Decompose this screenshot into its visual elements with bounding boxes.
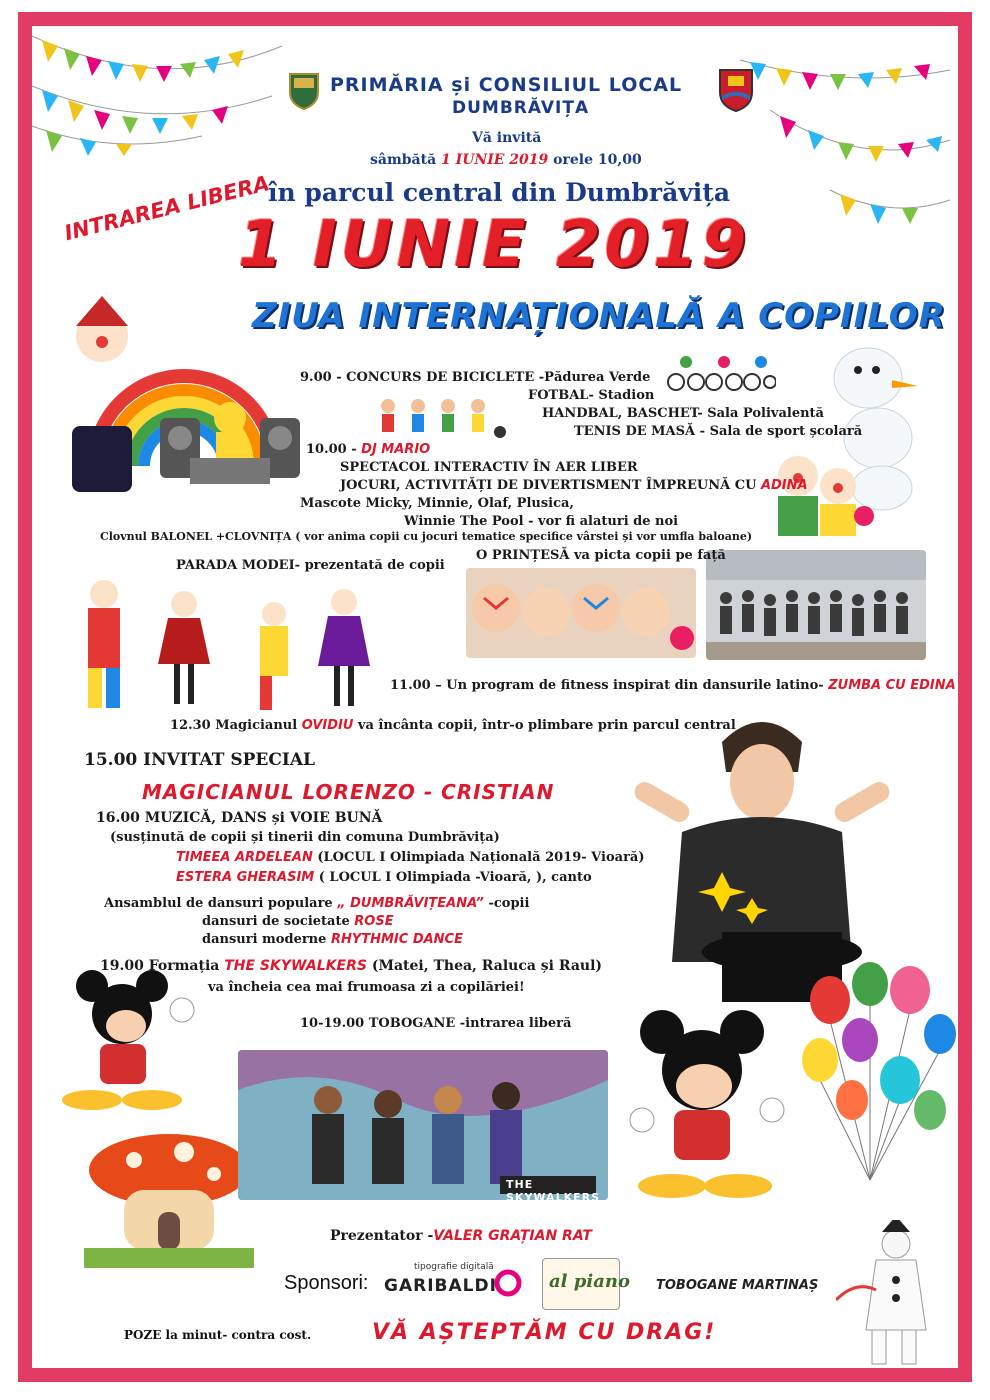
sponsor-garibaldi-name: GARIBALDI: [384, 1276, 497, 1296]
bunting-right: [730, 50, 960, 250]
date-line: sâmbătă 1 IUNIE 2019 orele 10,00: [370, 152, 642, 168]
bikes-icon: [666, 352, 776, 392]
pierrot-image: [836, 1220, 936, 1370]
sponsor-garibaldi-tagline: tipografie digitală: [414, 1262, 494, 1272]
program-timeea: TIMEEA ARDELEAN (LOCUL I Olimpiada Națională 2019- Vioară): [176, 850, 645, 865]
program-spectacol: SPECTACOL INTERACTIV ÎN AER LIBER: [340, 460, 638, 475]
bunting-left: [32, 26, 292, 156]
program-moderne: dansuri moderne RHYTHMIC DANCE: [202, 932, 463, 947]
program-printesa: O PRINȚESĂ va picta copii pe față: [476, 548, 726, 563]
sponsor-tobogane: TOBOGANE MARTINAȘ: [656, 1278, 819, 1293]
face-paint-image: [466, 568, 696, 658]
program-ansamblu: Ansamblul de dansuri populare „ DUMBRĂVIȚEANA” -copii: [104, 896, 530, 911]
sponsor-alpiano-name: al piano: [549, 1271, 630, 1292]
program-incheia: va încheia cea mai frumoasa zi a copilăriei!: [208, 980, 525, 995]
program-clovn: Clovnul BALONEL +CLOVNIȚA ( vor anima copii cu jocuri tematice specifice vârstei și vor umfla baloane): [100, 530, 753, 543]
skywalkers-band-photo: [238, 1050, 608, 1200]
entry-free-label: INTRAREA LIBERA: [62, 171, 272, 246]
mickey-right-image: [612, 1010, 802, 1200]
big-title: 1 IUNIE 2019: [238, 208, 751, 282]
program-jocuri: JOCURI, ACTIVITĂȚI DE DIVERTISMENT ÎMPREUNĂ CU ADINA: [340, 478, 808, 493]
program-winnie: Winnie The Pool - vor fi alaturi de noi: [404, 514, 679, 529]
program-parada: PARADA MODEI- prezentată de copii: [176, 558, 445, 573]
dj-image: [160, 388, 300, 488]
crest-left-icon: [288, 70, 320, 110]
band-logo-label: THE SKYWALKERS: [506, 1178, 601, 1200]
crest-right-icon: [718, 68, 754, 112]
program-9-00: 9.00 - CONCURS DE BICICLETE -Pădurea Verde: [300, 370, 651, 385]
kids-sports-image: [374, 392, 514, 440]
program-handbal: HANDBAL, BASCHET- Sala Polivalentă: [542, 406, 824, 421]
org-line-2: DUMBRĂVIȚA: [452, 98, 590, 118]
presenter-line: Prezentator -VALER GRAȚIAN RAT: [330, 1228, 592, 1244]
program-mascote: Mascote Micky, Minnie, Olaf, Plusica,: [300, 496, 574, 511]
mushroom-house-image: [84, 1130, 254, 1270]
program-10-00: 10.00 - DJ MARIO: [306, 442, 431, 457]
invite-text: Vă invită: [472, 130, 542, 146]
program-estera: ESTERA GHERASIM ( LOCUL I Olimpiada -Vioară, ), canto: [176, 870, 592, 885]
program-tobogane: 10-19.00 TOBOGANE -intrarea liberă: [300, 1016, 572, 1031]
program-sustinuta: (susținută de copii și tinerii din comuna Dumbrăvița): [110, 830, 500, 845]
sponsor-garibaldi-logo: [384, 1262, 524, 1306]
closing-slogan: VĂ AȘTEPTĂM CU DRAG!: [372, 1320, 717, 1345]
balloons-image: [800, 960, 960, 1190]
mickey-left-image: [52, 970, 212, 1120]
program-tenis: TENIS DE MASĂ - Sala de sport școlară: [574, 424, 863, 439]
sponsor-alpiano-logo: [542, 1258, 630, 1310]
program-fotbal: FOTBAL- Stadion: [528, 388, 655, 403]
program-19-00: 19.00 Formația THE SKYWALKERS (Matei, Thea, Raluca și Raul): [100, 958, 603, 974]
program-12-30: 12.30 Magicianul OVIDIU va încânta copii, într-o plimbare prin parcul central: [170, 718, 736, 733]
costumed-kids-image: [74, 574, 374, 714]
org-line-1: PRIMĂRIA și CONSILIUL LOCAL: [330, 74, 683, 96]
venue-line: în parcul central din Dumbrăvița: [268, 178, 731, 207]
subtitle: ZIUA INTERNAȚIONALĂ A COPIILOR: [252, 296, 946, 336]
photo-note: POZE la minut- contra cost.: [124, 1328, 312, 1342]
sponsors-label: Sponsori:: [284, 1272, 369, 1294]
program-11-00: 11.00 – Un program de fitness inspirat din dansurile latino- ZUMBA CU EDINA: [390, 678, 956, 693]
program-15-00: 15.00 INVITAT SPECIAL: [84, 750, 315, 770]
program-16-00: 16.00 MUZICĂ, DANS și VOIE BUNĂ: [96, 810, 383, 826]
program-magician: MAGICIANUL LORENZO - CRISTIAN: [142, 780, 555, 804]
program-societate: dansuri de societate ROSE: [202, 914, 394, 929]
zumba-group-image: [706, 550, 926, 660]
